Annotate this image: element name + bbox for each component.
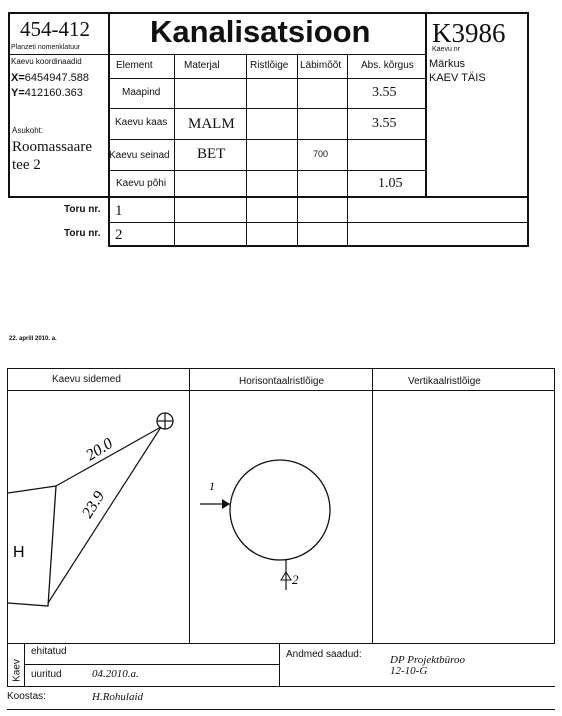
compiled-label: Koostas: (7, 691, 46, 702)
remarks-value: KAEV TÄIS (429, 72, 486, 84)
well-ties-sketch (8, 391, 189, 643)
building-label: H (13, 544, 25, 561)
location-line2: tee 2 (12, 157, 41, 173)
tie-line-1 (56, 427, 161, 486)
coords-caption: Kaevu koordinaadid (11, 57, 82, 66)
location-line1: Roomassaare (12, 139, 92, 155)
coord-x-value: 6454947.588 (24, 72, 89, 84)
surveyed-value: 04.2010.a. (92, 668, 139, 680)
pipe-label: Toru nr. (64, 204, 101, 215)
arrow-icon (222, 499, 230, 509)
pipe-out-label: 2 (292, 572, 299, 587)
row-element: Kaevu põhi (116, 178, 167, 189)
sketch-header-vertical: Vertikaalristlõige (408, 376, 481, 387)
row-material: MALM (188, 116, 235, 132)
pipe-in-label: 1 (209, 479, 215, 493)
row-height: 3.55 (372, 85, 397, 100)
pipe-number: 1 (115, 203, 123, 219)
coord-x (11, 72, 89, 84)
footer-side-label: Kaev (11, 659, 23, 682)
distance-label: 20.0 (83, 435, 116, 465)
coord-y-label: Y= (11, 87, 25, 99)
surveyed-label: uuritud (31, 669, 62, 680)
row-material: BET (197, 146, 226, 162)
plan-number: 454-412 (20, 17, 90, 41)
sketch-header-ties: Kaevu sidemed (52, 374, 121, 385)
row-element: Kaevu kaas (115, 117, 168, 128)
col-header-cross: Ristlõige (250, 60, 289, 71)
col-header-element: Element (116, 60, 153, 71)
row-element: Kaevu seinad (109, 150, 170, 161)
plan-caption: Planzeti nomenklatuur (11, 44, 81, 51)
row-height: 1.05 (378, 176, 403, 191)
built-label: ehitatud (31, 646, 67, 657)
source-line1: DP Projektbüroo (390, 654, 466, 666)
row-height: 3.55 (372, 116, 397, 131)
remarks-caption: Märkus (429, 58, 466, 70)
row-diameter: 700 (313, 149, 329, 159)
col-header-diameter: Läbimõõt (300, 60, 342, 71)
pipe-label: Toru nr. (64, 228, 101, 239)
document-date: 22. aprill 2010. a. (9, 336, 57, 342)
sketch-header-horizontal: Horisontaalristlõige (239, 376, 325, 387)
col-header-material: Materjal (184, 60, 220, 71)
well-caption: Kaevu nr (432, 46, 461, 53)
pipe-number: 2 (115, 227, 123, 243)
row-element: Maapind (122, 87, 161, 98)
compiled-value: H.Rohulaid (92, 691, 144, 703)
source-line2: 12-10-G (390, 665, 428, 677)
horizontal-section-sketch (190, 391, 372, 643)
well-circle (230, 460, 330, 560)
coord-x-label: X= (11, 72, 25, 84)
location-caption: Asukoht: (12, 126, 44, 135)
distance-label: 23.9 (78, 488, 109, 522)
page-title: Kanalisatsioon (150, 14, 371, 49)
coord-y (11, 87, 83, 99)
coord-y-value: 412160.363 (24, 87, 83, 99)
col-header-height: Abs. kõrgus (361, 60, 414, 71)
well-number: K3986 (432, 18, 506, 48)
source-label: Andmed saadud: (286, 649, 362, 660)
